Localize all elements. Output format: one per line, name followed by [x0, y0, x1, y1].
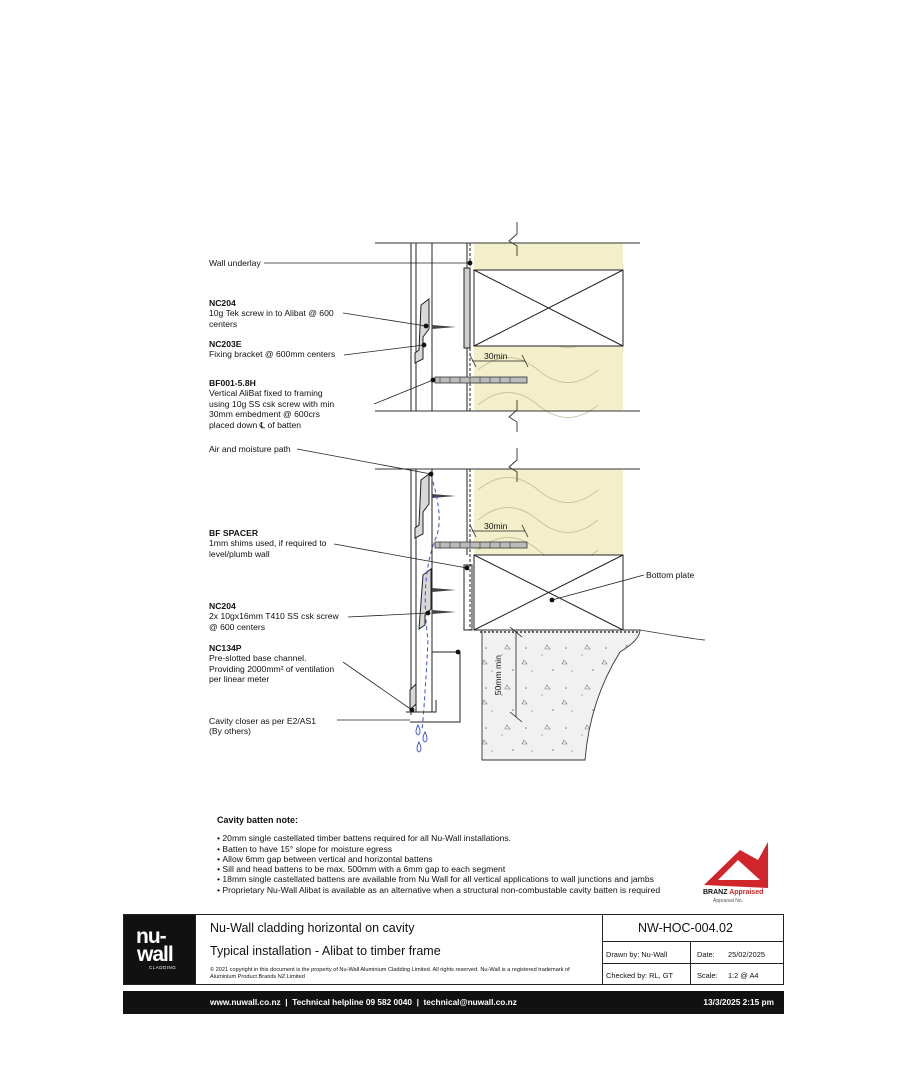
desc-line: using 10g SS csk screw with min	[209, 398, 335, 409]
desc-line: level/plumb wall	[209, 548, 270, 559]
screw-bottom	[435, 542, 527, 548]
desc-line: Vertical AliBat fixed to framing	[209, 388, 323, 399]
footer-timestamp: 13/3/2025 2:15 pm	[703, 997, 774, 1007]
footer-bar	[123, 991, 784, 1014]
logo-line2: wall	[137, 943, 173, 966]
code: BF001-5.8H	[209, 378, 256, 388]
desc-line: Fixing bracket @ 600mm centers	[209, 349, 336, 360]
desc-line: @ 600 centers	[209, 621, 266, 632]
desc-line: 10g Tek screw in to Alibat @ 600	[209, 308, 334, 319]
desc-line: Cavity closer as per E2/AS1	[209, 716, 316, 726]
label-air-path: Air and moisture path	[209, 444, 291, 454]
drawing-title: Nu-Wall cladding horizontal on cavity	[210, 921, 415, 935]
code: BF SPACER	[209, 528, 259, 538]
note-item: • Allow 6mm gap between vertical and horizontal battens	[217, 854, 660, 864]
footer-contact: www.nuwall.co.nz | Technical helpline 09 582 0040 | technical@nuwall.co.nz	[210, 997, 517, 1007]
notes-title: Cavity batten note:	[217, 815, 299, 825]
desc-line: 1mm shims used, if required to	[209, 538, 327, 549]
desc-line: 30mm embedment @ 600crs	[209, 409, 320, 420]
note-item: • Sill and head battens to be max. 500mm with a 6mm gap to each segment	[217, 864, 660, 874]
desc-line: Pre-slotted base channel.	[209, 653, 307, 664]
desc-line: placed down ℄ of batten	[209, 419, 301, 430]
label-bf001	[209, 378, 334, 430]
branz-word: BRANZ	[703, 889, 728, 896]
date-label: Date:	[697, 950, 715, 959]
drawn-by: Drawn by: Nu-Wall	[606, 950, 668, 959]
desc-line: Providing 2000mm² of ventilation	[209, 663, 335, 674]
desc-line: (By others)	[209, 726, 252, 737]
copyright: © 2021 copyright in this document is the property of Nu-Wall Aluminium Cladding Limited. All rights reserved. Nu-Wall is a registered trademark of Aluminium Product Brands NZ Limited	[210, 967, 570, 980]
branz-appraised: Appraised	[729, 889, 764, 896]
label-cavity-closer	[209, 716, 316, 737]
stud-top	[474, 270, 623, 346]
screw-top	[435, 377, 527, 383]
note-item: • 18mm single castellated battens are available from Nu Wall for all vertical applications to wall junctions and jambs	[217, 874, 660, 884]
dim-30min-top: 30min	[484, 351, 508, 361]
bottom-plate	[474, 555, 623, 630]
code: NC204	[209, 601, 236, 611]
water-drops	[416, 725, 427, 752]
drawing-subtitle: Typical installation - Alibat to timber frame	[210, 944, 441, 958]
desc-line: 2x 10gx16mm T410 SS csk screw	[209, 611, 339, 622]
scale-value: 1:2 @ A4	[728, 971, 759, 980]
checked-by: Checked by: RL, GT	[606, 971, 673, 980]
code: NC134P	[209, 643, 242, 653]
drawing-number: NW-HOC-004.02	[638, 921, 733, 935]
date-value: 25/02/2025	[728, 950, 765, 959]
code: NC203E	[209, 339, 242, 349]
title-block	[123, 914, 784, 985]
branz-logo	[704, 842, 768, 888]
branz-sub: Appraisal No.	[713, 898, 744, 904]
logo-line3: CLADDING	[149, 965, 177, 970]
label-nc203e	[209, 339, 335, 360]
label-bottom-plate: Bottom plate	[646, 570, 695, 580]
desc-line: centers	[209, 318, 238, 329]
label-nc134p	[209, 643, 334, 685]
concrete-slab	[482, 630, 640, 760]
scale-label: Scale:	[697, 971, 718, 980]
cavity-batten-notes	[217, 815, 660, 895]
note-item: • 20mm single castellated timber battens required for all Nu-Wall installations.	[217, 833, 660, 843]
nuwall-logo	[124, 915, 195, 984]
note-item: • Batten to have 15° slope for moisture egress	[217, 844, 660, 854]
note-item: • Proprietary Nu-Wall Alibat is available as an alternative when a structural non-combustable cavity batten is required	[217, 885, 660, 895]
label-bf-spacer	[209, 528, 327, 559]
label-nc204-top	[209, 298, 334, 329]
label-nc204-bottom	[209, 601, 339, 632]
dim-30min-bottom: 30min	[484, 521, 508, 531]
branz-label	[703, 889, 763, 896]
code: NC204	[209, 298, 236, 308]
label-wall-underlay: Wall underlay	[209, 258, 261, 268]
dim-50mm: 50mm min	[492, 655, 503, 696]
logo-line1: nu-	[136, 925, 166, 948]
desc-line: per linear meter	[209, 674, 270, 685]
